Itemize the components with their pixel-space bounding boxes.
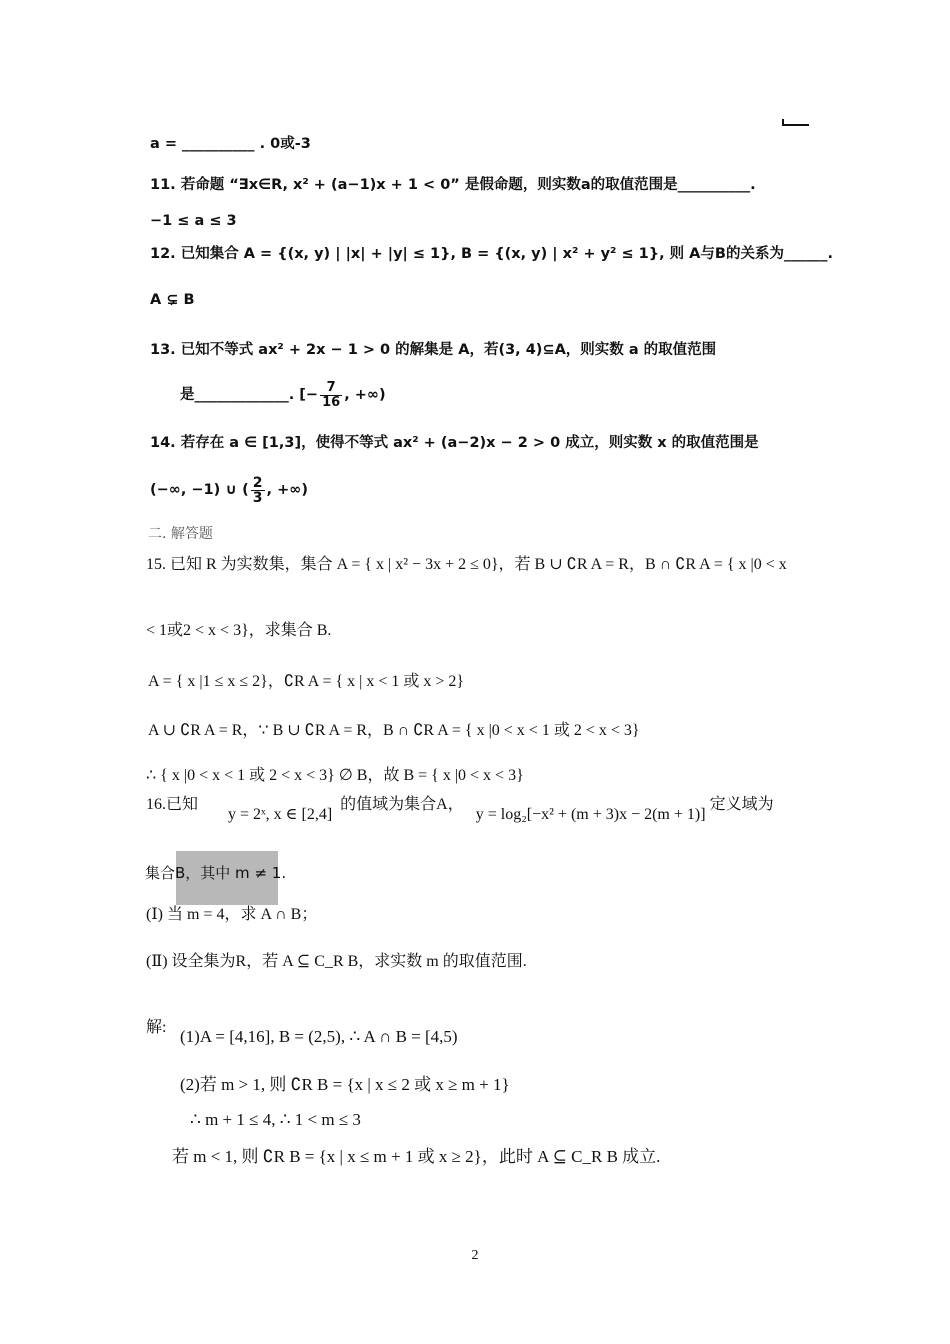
answer-14-prefix: (−∞, −1) ∪ ( (150, 482, 249, 498)
question-13-suffix: , +∞) (344, 387, 386, 403)
page-number: 2 (471, 1248, 479, 1263)
solution-16-step1: (1)A = [4,16], B = (2,5), ∴ A ∩ B = [4,5) (180, 1027, 458, 1046)
question-16-label: 16.已知 (146, 796, 199, 813)
solution-16-step4: 若 m < 1, 则 ∁R B = {x | x ≤ m + 1 或 x ≥ 2}，此时 A ⊆ C_R B 成立. (172, 1147, 661, 1166)
solution-15-step2: A ∪ ∁R A = R，∵ B ∪ ∁R A = R，B ∩ ∁R A = { x |0 < x < 1 或 2 < x < 3} (148, 722, 640, 739)
question-16-range-text: 的值域为集合A， (340, 796, 464, 813)
question-16-part1: (Ⅰ) 当 m = 4，求 A ∩ B； (146, 906, 318, 923)
fraction-7-16: $\frac{7}{16}$ (322, 379, 341, 410)
solution-15-step1: A = { x |1 ≤ x ≤ 2}，∁R A = { x | x < 1 或 x > 2} (148, 673, 465, 690)
solution-15-step3: ∴ { x |0 < x < 1 或 2 < x < 3} ∅ B，故 B = { x |0 < x < 3} (146, 767, 524, 784)
answer-11: −1 ≤ a ≤ 3 (150, 213, 237, 229)
answer-line-top: a = __________ . 0或-3 (150, 136, 311, 152)
question-11: 11. 若命题 “∃x∈R, x² + (a−1)x + 1 < 0” 是假命题，则实数a的取值范围是__________. (150, 177, 756, 193)
question-16-function-y: y = 2ˣ, x ∈ [2,4] (228, 806, 333, 823)
question-12: 12. 已知集合 A = {(x, y) | |x| + |y| ≤ 1}, B = {(x, y) | x² + y² ≤ 1}, 则 A与B的关系为______. (150, 246, 833, 262)
fraction-2-3: $\frac{2}{3}$ (252, 474, 263, 506)
question-13-line2 (180, 380, 386, 410)
solution-16-label: 解: (146, 1019, 167, 1036)
answer-12: A ⊊ B (150, 292, 195, 308)
solution-16-step2: (2)若 m > 1, 则 ∁R B = {x | x ≤ 2 或 x ≥ m + 1} (180, 1075, 510, 1094)
question-15-line1: 15. 已知 R 为实数集，集合 A = { x | x² − 3x + 2 ≤ 0}，若 B ∪ ∁R A = R，B ∩ ∁R A = { x |0 < x (146, 556, 787, 573)
question-15-line2: < 1或2 < x < 3}，求集合 B. (146, 622, 332, 639)
answer-14-suffix: , +∞) (266, 482, 308, 498)
question-16-domain-text: 定义域为 (709, 796, 774, 813)
question-13-line1: 13. 已知不等式 ax² + 2x − 1 > 0 的解集是 A，若(3, 4)⊆A，则实数 a 的取值范围 (150, 342, 717, 358)
question-13-prefix: 是_____________. [− (180, 387, 319, 403)
question-14: 14. 若存在 a ∈ [1,3]，使得不等式 ax² + (a−2)x − 2 > 0 成立，则实数 x 的取值范围是 (150, 435, 759, 451)
solution-16-step3: ∴ m + 1 ≤ 4, ∴ 1 < m ≤ 3 (190, 1110, 361, 1129)
answer-14 (150, 474, 308, 506)
header-corner-mark (782, 124, 809, 126)
question-16-function-log: y = log₂[−x² + (m + 3)x − 2(m + 1)] (475, 806, 706, 823)
question-16-part2: (Ⅱ) 设全集为R，若 A ⊆ C_R B，求实数 m 的取值范围. (146, 953, 527, 970)
section-heading-solutions: 二. 解答题 (148, 526, 213, 542)
question-16-line1 (146, 795, 774, 823)
question-16-line2: 集合B，其中 m ≠ 1. (145, 864, 287, 882)
